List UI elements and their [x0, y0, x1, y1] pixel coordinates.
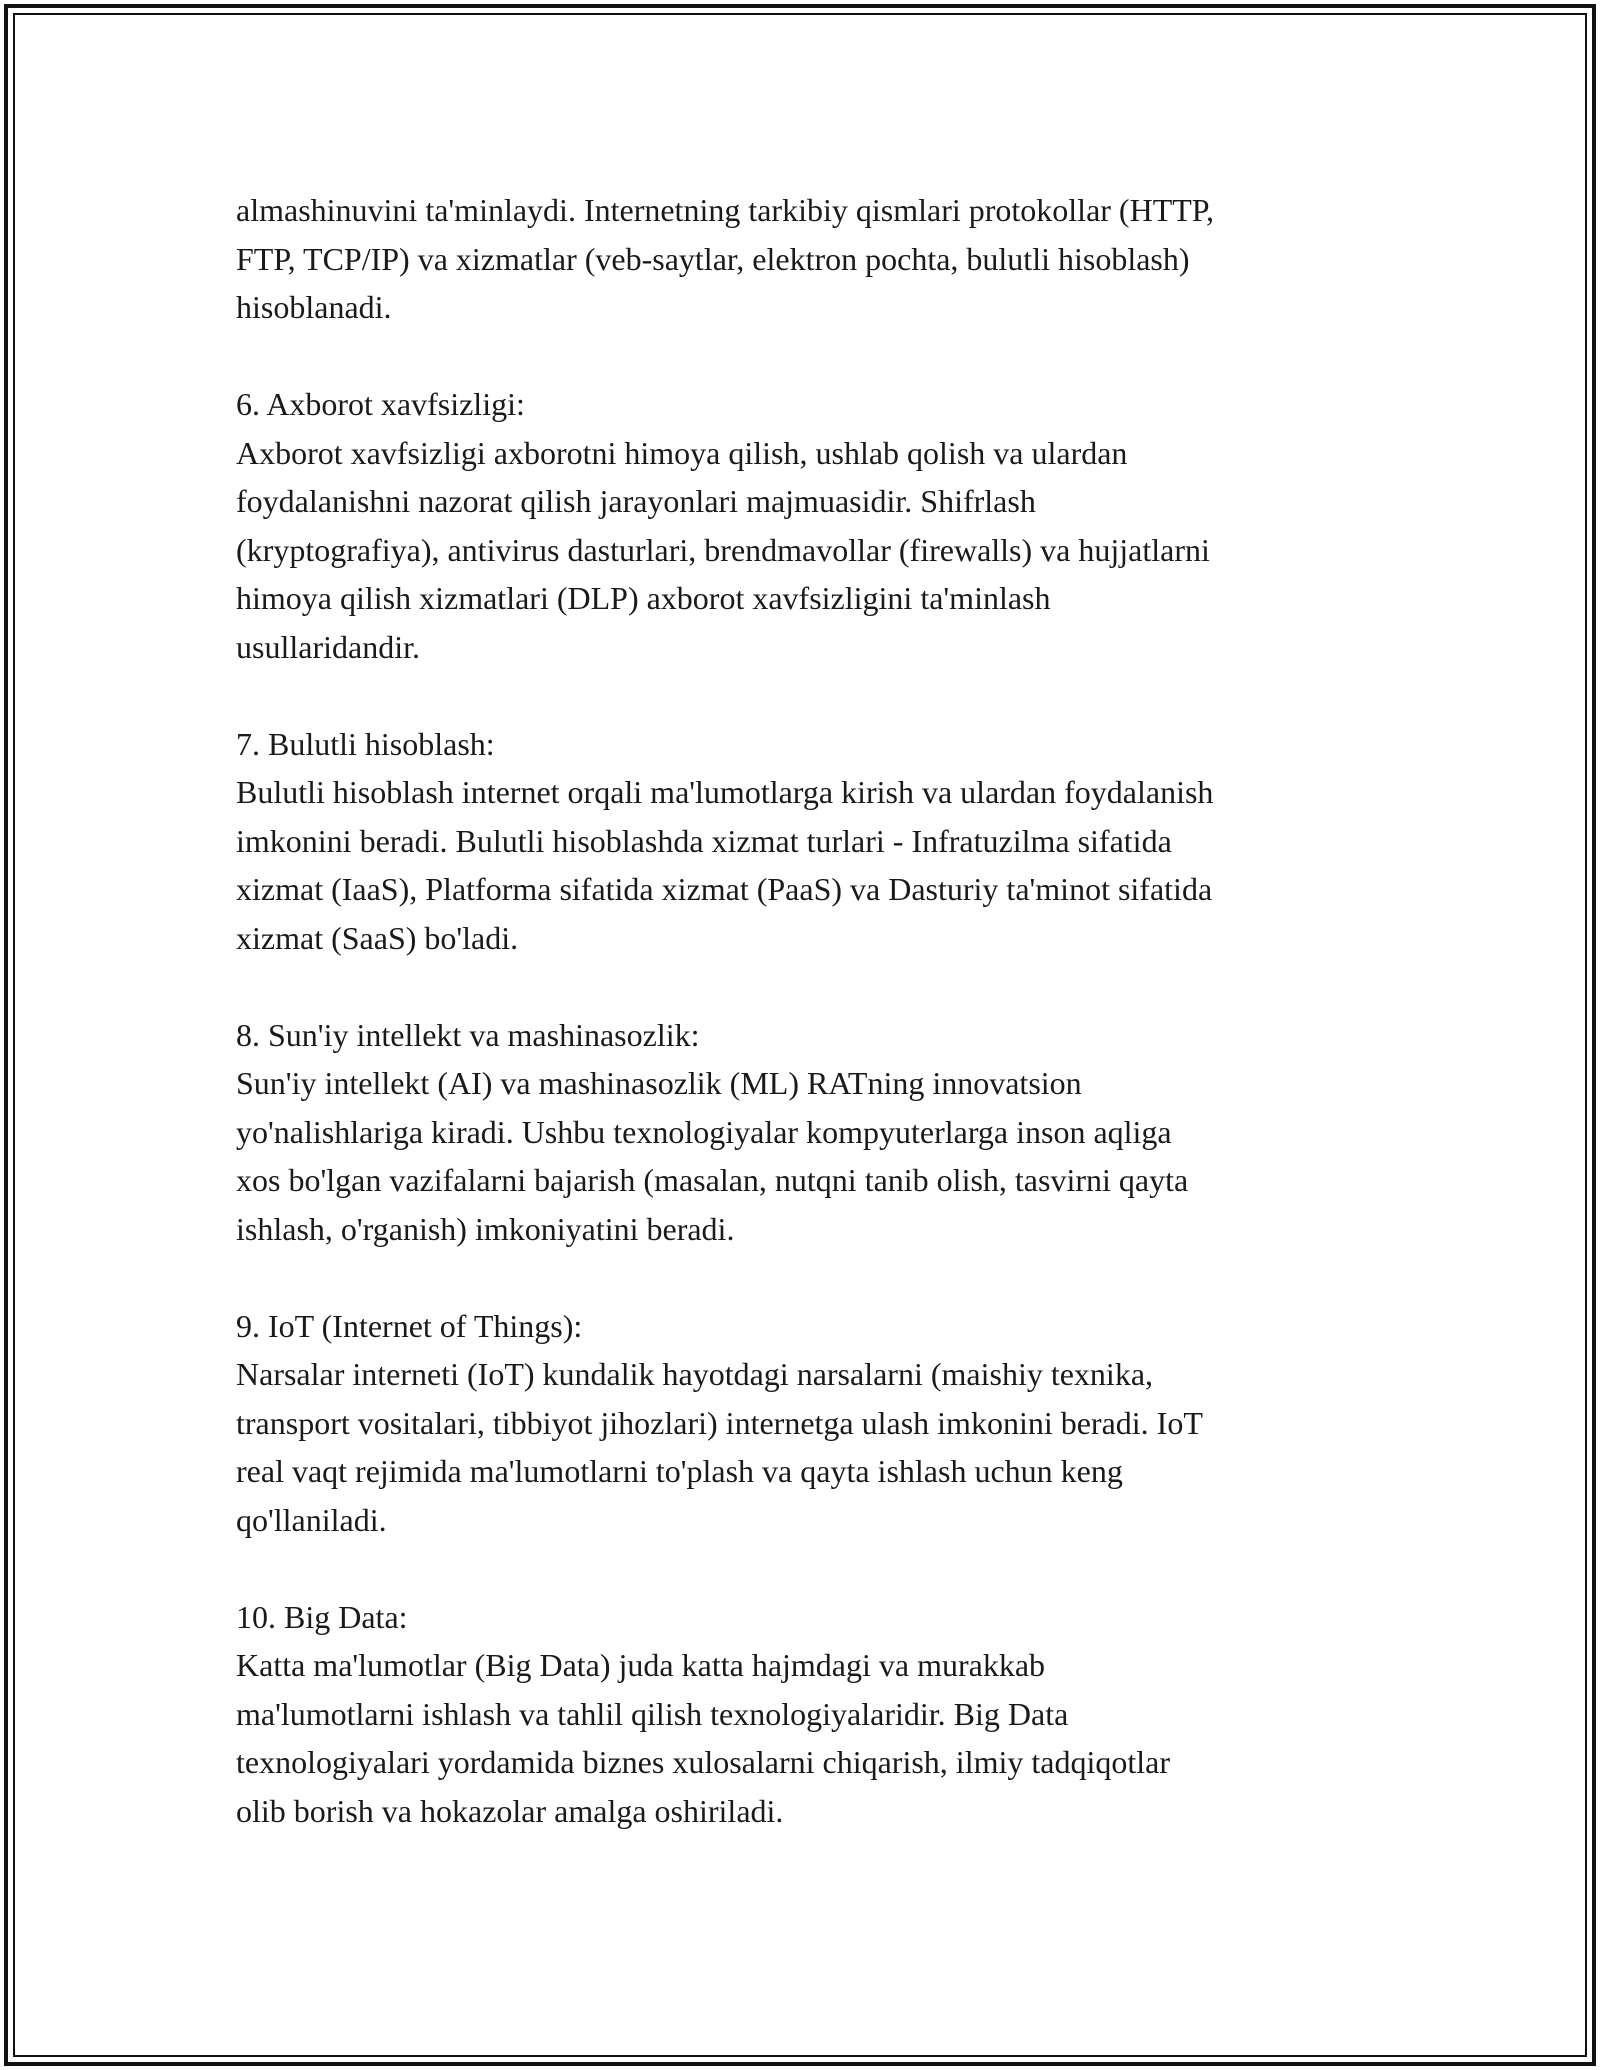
paragraph-line: xos bo'lgan vazifalarni bajarish (masalan, nutqni tanib olish, tasvirni qayta	[236, 1162, 1189, 1198]
paragraph-line: hisoblanadi.	[236, 289, 392, 325]
intro-paragraph	[236, 186, 1396, 332]
paragraph-gap	[236, 671, 1396, 720]
paragraph-line: imkonini beradi. Bulutli hisoblashda xizmat turlari - Infratuzilma sifatida	[236, 822, 1172, 859]
paragraph-line: (kryptografiya), antivirus dasturlari, brendmavollar (firewalls) va hujjatlarni	[236, 531, 1210, 568]
paragraph-gap	[236, 332, 1396, 381]
paragraph-line: Katta ma'lumotlar (Big Data) juda katta hajmdagi va murakkab	[236, 1647, 1046, 1683]
paragraph-line: olib borish va hokazolar amalga oshiriladi.	[236, 1792, 784, 1829]
paragraph-line: foydalanishni nazorat qilish jarayonlari majmuasidir. Shifrlash	[236, 483, 1036, 519]
paragraph-line: yo'nalishlariga kiradi. Ushbu texnologiyalar kompyuterlarga inson aqliga	[236, 1113, 1172, 1150]
section-big-data	[236, 1593, 1396, 1836]
section-heading: 7. Bulutli hisoblash:	[236, 725, 495, 762]
paragraph-line: Bulutli hisoblash internet orqali ma'lumotlarga kirish va ulardan foydalanish	[236, 774, 1214, 810]
section-heading: 10. Big Data:	[236, 1598, 408, 1635]
paragraph-line: ma'lumotlarni ishlash va tahlil qilish texnologiyalaridir. Big Data	[236, 1695, 1069, 1732]
paragraph-line: Sun'iy intellekt (AI) va mashinasozlik (ML) RATning innovatsion	[236, 1065, 1082, 1101]
section-heading: 8. Sun'iy intellekt va mashinasozlik:	[236, 1016, 700, 1053]
paragraph-line: Narsalar interneti (IoT) kundalik hayotdagi narsalarni (maishiy texnika,	[236, 1356, 1154, 1392]
section-heading: 9. IoT (Internet of Things):	[236, 1307, 583, 1344]
section-iot	[236, 1302, 1396, 1545]
section-cloud-computing	[236, 720, 1396, 963]
section-information-security	[236, 380, 1396, 671]
paragraph-gap	[236, 962, 1396, 1011]
paragraph-line: FTP, TCP/IP) va xizmatlar (veb-saytlar, elektron pochta, bulutli hisoblash)	[236, 240, 1190, 277]
paragraph-gap	[236, 1253, 1396, 1302]
paragraph-line: qo'llaniladi.	[236, 1501, 387, 1538]
document-body	[236, 186, 1396, 1835]
section-ai-ml	[236, 1011, 1396, 1254]
paragraph-line: transport vositalari, tibbiyot jihozlari) internetga ulash imkonini beradi. IoT	[236, 1404, 1203, 1441]
paragraph-gap	[236, 1544, 1396, 1593]
paragraph-line: xizmat (SaaS) bo'ladi.	[236, 919, 519, 956]
paragraph-line: real vaqt rejimida ma'lumotlarni to'plash va qayta ishlash uchun keng	[236, 1453, 1123, 1489]
paragraph-line: xizmat (IaaS), Platforma sifatida xizmat (PaaS) va Dasturiy ta'minot sifatida	[236, 871, 1213, 907]
paragraph-line: himoya qilish xizmatlari (DLP) axborot xavfsizligini ta'minlash	[236, 580, 1051, 616]
paragraph-line: almashinuvini ta'minlaydi. Internetning tarkibiy qismlari protokollar (HTTP,	[236, 192, 1215, 228]
paragraph-line: texnologiyalari yordamida biznes xulosalarni chiqarish, ilmiy tadqiqotlar	[236, 1744, 1170, 1780]
paragraph-line: usullaridandir.	[236, 628, 420, 665]
paragraph-line: ishlash, o'rganish) imkoniyatini beradi.	[236, 1210, 735, 1247]
paragraph-line: Axborot xavfsizligi axborotni himoya qilish, ushlab qolish va ulardan	[236, 434, 1128, 471]
section-heading: 6. Axborot xavfsizligi:	[236, 386, 525, 422]
